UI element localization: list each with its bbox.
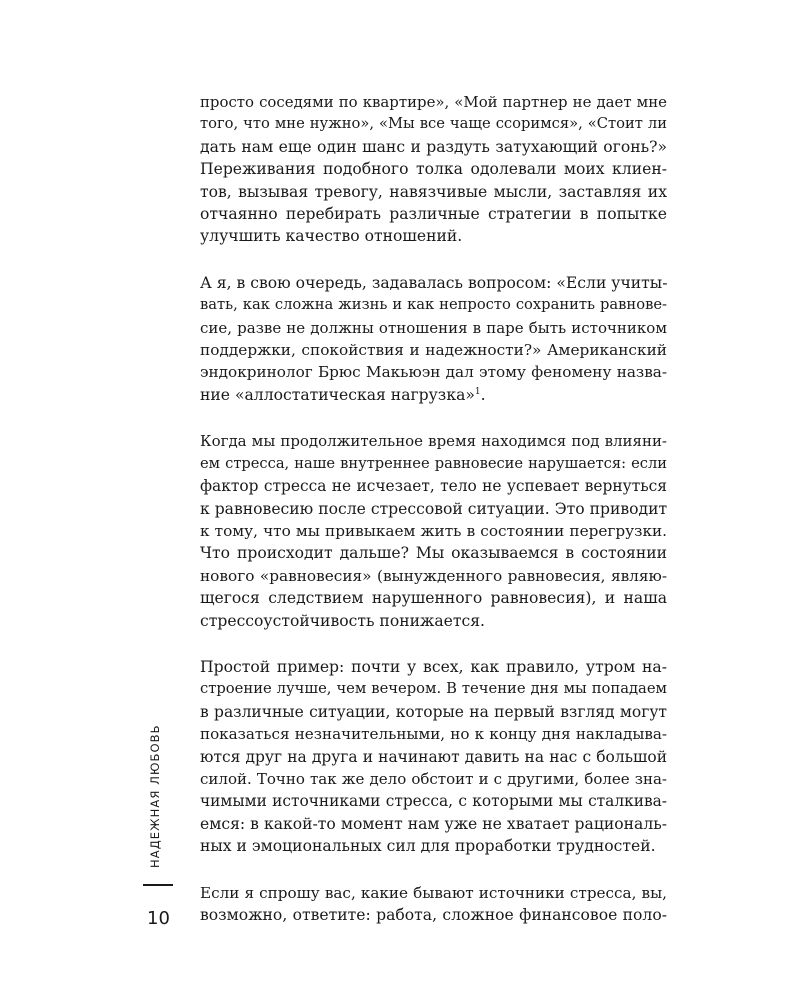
text-line: просто соседями по квартире», «Мой партнер не дает мне bbox=[200, 93, 667, 111]
text-line: дать нам еще один шанс и раздуть затухающий огонь?» bbox=[200, 137, 667, 156]
text-line: возможно, ответите: работа, сложное финансовое поло- bbox=[200, 906, 667, 924]
text-line: показаться незначительными, но к концу дня накладыва- bbox=[200, 725, 667, 744]
paragraph-2 bbox=[200, 272, 667, 406]
text-line: ных и эмоциональных сил для проработки трудностей. bbox=[200, 837, 656, 856]
text-line: ются друг на друга и начинают давить на нас с большой bbox=[200, 747, 667, 766]
running-head: НАДЕЖНАЯ ЛЮБОВЬ bbox=[148, 724, 162, 868]
footnote-marker[interactable]: 1 bbox=[474, 386, 481, 397]
text-fragment: . bbox=[480, 385, 486, 404]
text-line: того, что мне нужно», «Мы все чаще ссоримся», «Стоит ли bbox=[200, 115, 667, 133]
page-number: 10 bbox=[147, 908, 170, 929]
text-line: ем стресса, наше внутреннее равновесие нарушается: если bbox=[200, 454, 667, 472]
text-line: поддержки, спокойствия и надежности?» Американский bbox=[200, 341, 667, 360]
running-head-rule bbox=[143, 884, 173, 886]
text-line: емся: в какой-то момент нам уже не хватает рациональ- bbox=[200, 814, 667, 833]
text-line: эндокринолог Брюс Макьюэн дал этому феномену назва- bbox=[200, 363, 667, 382]
text-line: нового «равновесия» (вынужденного равновесия, являю- bbox=[200, 566, 667, 585]
text-line: фактор стресса не исчезает, тело не успевает вернуться bbox=[200, 477, 667, 496]
text-fragment: ние «аллостатическая нагрузка» bbox=[200, 385, 475, 404]
text-line: Что происходит дальше? Мы оказываемся в состоянии bbox=[200, 544, 667, 563]
text-line: А я, в свою очередь, задавалась вопросом: «Если учиты- bbox=[200, 273, 668, 292]
text-line: отчаянно перебирать различные стратегии в попытке bbox=[200, 205, 667, 224]
text-line: чимыми источниками стресса, с которыми мы сталкива- bbox=[200, 792, 667, 811]
text-line bbox=[200, 384, 667, 406]
paragraph-1 bbox=[200, 91, 667, 248]
text-line: улучшить качество отношений. bbox=[200, 227, 463, 246]
paragraph-4 bbox=[200, 656, 667, 858]
text-line: Переживания подобного толка одолевали моих клиен- bbox=[200, 160, 667, 179]
text-line: строение лучше, чем вечером. В течение дня мы попадаем bbox=[200, 680, 667, 698]
text-line: Простой пример: почти у всех, как правило, утром на- bbox=[200, 657, 667, 676]
paragraph-3 bbox=[200, 430, 667, 632]
text-line: к равновесию после стрессовой ситуации. Это приводит bbox=[200, 499, 668, 518]
page-body bbox=[200, 91, 667, 950]
text-line: к тому, что мы привыкаем жить в состоянии перегрузки. bbox=[200, 521, 667, 540]
text-line: силой. Точно так же дело обстоит и с другими, более зна- bbox=[200, 769, 667, 788]
text-line: вать, как сложна жизнь и как непросто сохранить равнове- bbox=[200, 296, 667, 314]
text-line: Когда мы продолжительное время находимся под влияни- bbox=[200, 432, 667, 451]
text-line: сие, разве не должны отношения в паре быть источником bbox=[200, 318, 667, 337]
text-line: щегося следствием нарушенного равновесия), и наша bbox=[200, 589, 667, 608]
text-line: стрессоустойчивость понижается. bbox=[200, 611, 486, 630]
text-line: Если я спрошу вас, какие бывают источники стресса, вы, bbox=[200, 883, 667, 902]
text-line: тов, вызывая тревогу, навязчивые мысли, заставляя их bbox=[200, 182, 667, 201]
text-line: в различные ситуации, которые на первый взгляд могут bbox=[200, 702, 667, 721]
paragraph-5 bbox=[200, 882, 667, 927]
